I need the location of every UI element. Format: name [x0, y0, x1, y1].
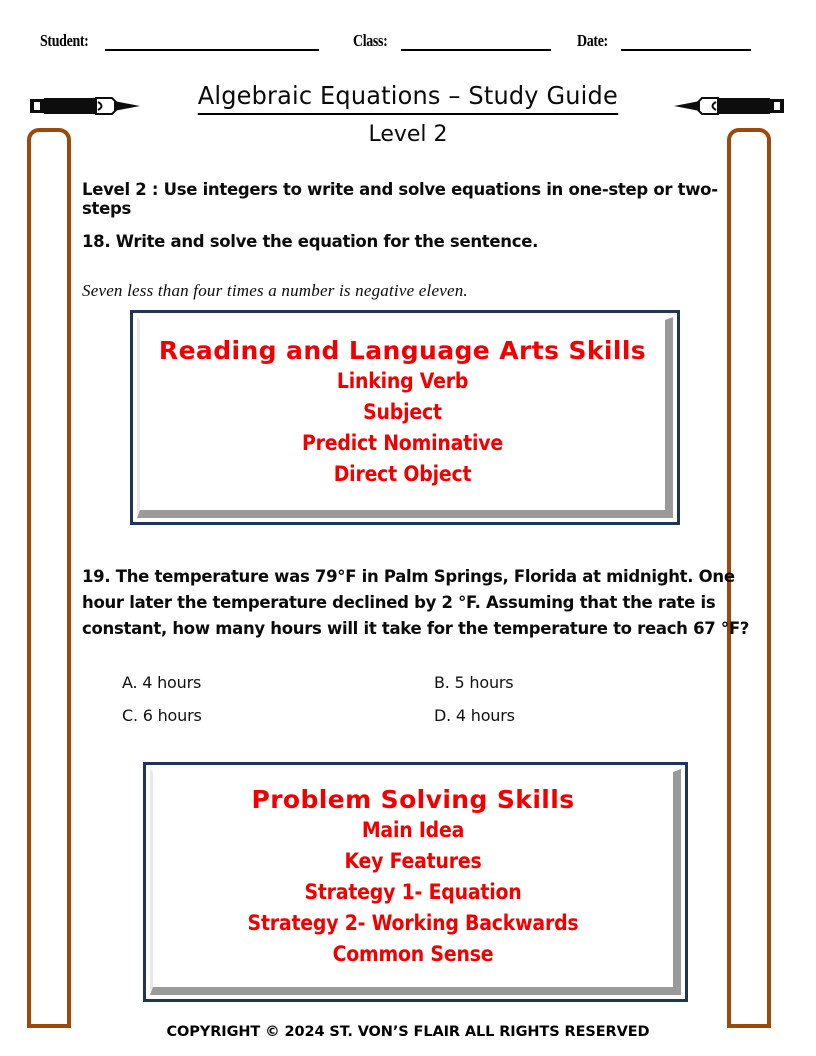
- question-18-prompt: 18. Write and solve the equation for the sentence.: [82, 232, 539, 251]
- page-title: [150, 80, 666, 150]
- pencil-icon: [28, 93, 146, 119]
- student-label: Student:: [40, 31, 89, 50]
- skill-item: Direct Object: [333, 461, 472, 486]
- choice-b[interactable]: B. 5 hours: [434, 673, 514, 692]
- skill-item: Main Idea: [361, 817, 465, 842]
- skill-item: Subject: [363, 399, 442, 424]
- skill-box-heading: Problem Solving Skills: [251, 784, 575, 814]
- question-19-choices: [122, 673, 642, 725]
- class-write-line[interactable]: [401, 34, 551, 51]
- skill-box-inner: [137, 317, 673, 518]
- skill-box-inner: [150, 769, 681, 995]
- problem-solving-skills-box: [143, 762, 688, 1002]
- decorative-bracket-left: [27, 128, 71, 1028]
- skill-item: Key Features: [344, 848, 482, 873]
- skill-item: Strategy 1- Equation: [304, 879, 522, 904]
- skill-item: Common Sense: [332, 941, 494, 966]
- choice-d[interactable]: D. 4 hours: [434, 706, 515, 725]
- skill-box-heading: Reading and Language Arts Skills: [158, 335, 647, 365]
- class-label: Class:: [353, 31, 388, 50]
- level-description: Level 2 : Use integers to write and solve equations in one-step or two-steps: [82, 180, 718, 218]
- title-subtitle-text: Level 2: [368, 122, 448, 147]
- student-info-bar: [40, 27, 780, 51]
- date-label: Date:: [577, 31, 609, 50]
- skill-item: Strategy 2- Working Backwards: [247, 910, 579, 935]
- title-main-text: Algebraic Equations – Study Guide: [198, 80, 618, 115]
- copyright-notice: COPYRIGHT © 2024 ST. VON’S FLAIR ALL RIGHTS RESERVED: [166, 1024, 650, 1040]
- pencil-icon: [668, 93, 786, 119]
- question-19-prompt: 19. The temperature was 79°F in Palm Springs, Florida at midnight. One hour later the temperature declined by 2 °F. Assuming that the rate is constant, how many hours will it take for the temperature to reach 67 °F?: [82, 567, 750, 638]
- choice-a[interactable]: A. 4 hours: [122, 673, 202, 692]
- question-18-sentence: Seven less than four times a number is negative eleven.: [82, 281, 468, 300]
- date-write-line[interactable]: [621, 34, 751, 51]
- choice-c[interactable]: C. 6 hours: [122, 706, 202, 725]
- skill-item: Predict Nominative: [302, 430, 503, 455]
- student-write-line[interactable]: [105, 34, 319, 51]
- skill-item: Linking Verb: [336, 368, 469, 393]
- reading-language-arts-skills-box: [130, 310, 680, 525]
